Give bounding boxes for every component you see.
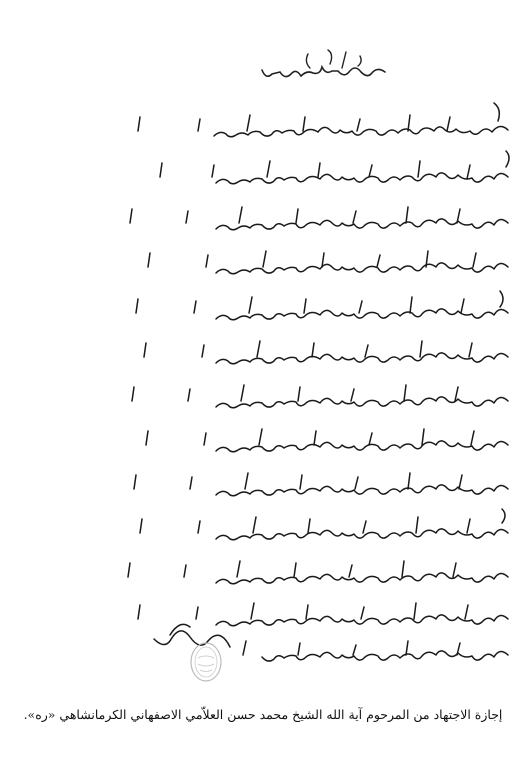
document-caption: إجازة الاجتهاد من المرحوم آية الله الشيخ محمد حسن العلاّمي الاصفهاني الكرمانشاهي «ره». — [23, 707, 503, 722]
handwritten-manuscript-text — [110, 95, 510, 675]
seal-stamp — [188, 640, 224, 684]
basmala-heading — [250, 42, 390, 92]
